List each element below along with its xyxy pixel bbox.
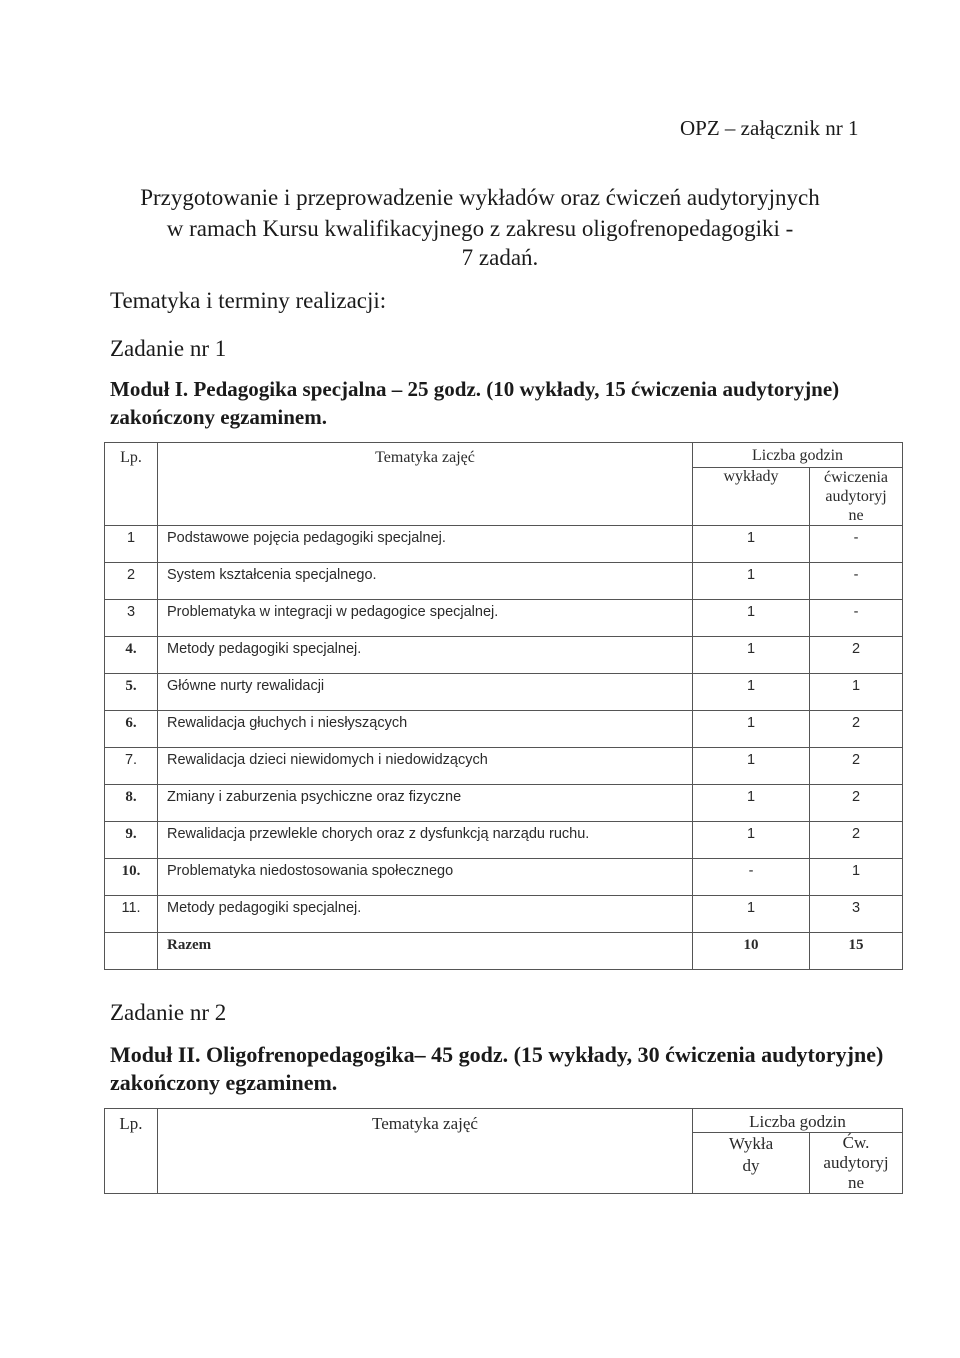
row-topic: Problematyka w integracji w pedagogice specjalnej. (158, 600, 693, 637)
table-row (105, 822, 903, 859)
table-row (105, 674, 903, 711)
table-row (105, 748, 903, 785)
row-lp: 7. (105, 748, 158, 785)
row-lp: 5. (105, 674, 158, 711)
row-lectures: 1 (693, 526, 810, 563)
module-2-schedule-table (104, 1108, 903, 1194)
total-label: Razem (158, 933, 693, 970)
task-1-label: Zadanie nr 1 (110, 336, 227, 361)
module-1-description (110, 374, 839, 404)
row-lectures: 1 (693, 785, 810, 822)
row-exercises: 2 (810, 822, 903, 859)
row-exercises: 1 (810, 674, 903, 711)
row-lectures: 1 (693, 637, 810, 674)
row-topic: Problematyka niedostosowania społecznego (158, 859, 693, 896)
col-exercises-header (810, 468, 903, 526)
module-2-description (110, 1040, 883, 1070)
row-topic: Metody pedagogiki specjalnej. (158, 637, 693, 674)
module-2-exam-text: zakończony egzaminem. (110, 1070, 338, 1095)
col-exercises-line-1: Ćw. (842, 1133, 870, 1152)
col-hours-header: Liczba godzin (693, 443, 903, 468)
document-title-line-2: w ramach Kursu kwalifikacyjnego z zakresu oligofrenopedagogiki - (166, 216, 794, 241)
row-lp: 9. (105, 822, 158, 859)
row-lp: 1 (105, 526, 158, 563)
row-lectures: 1 (693, 711, 810, 748)
row-lectures: 1 (693, 822, 810, 859)
row-lectures: 1 (693, 563, 810, 600)
col-lp-header: Lp. (105, 443, 158, 526)
col-topic-header: Tematyka zajęć (158, 443, 693, 526)
module-1-exam-text: zakończony egzaminem. (110, 405, 327, 429)
row-lectures: 1 (693, 674, 810, 711)
table-row (105, 896, 903, 933)
col-exercises-line-2: audytoryj (825, 488, 887, 505)
table-row (105, 711, 903, 748)
task-2-label: Zadanie nr 2 (110, 1000, 227, 1025)
table-row (105, 785, 903, 822)
col-lectures-header (693, 1133, 810, 1194)
module-2-details: Oligofrenopedagogika– 45 godz. (15 wykłady, 30 ćwiczenia audytoryjne) (205, 1042, 884, 1067)
table-header-row (105, 1109, 903, 1133)
row-lp: 3 (105, 600, 158, 637)
row-topic: Zmiany i zaburzenia psychiczne oraz fizyczne (158, 785, 693, 822)
row-lp: 2 (105, 563, 158, 600)
row-topic: Rewalidacja głuchych i niesłyszących (158, 711, 693, 748)
attachment-label: OPZ – załącznik nr 1 (680, 116, 859, 140)
row-lectures: 1 (693, 748, 810, 785)
row-lectures: 1 (693, 600, 810, 637)
row-lp: 6. (105, 711, 158, 748)
table-row (105, 600, 903, 637)
col-lectures-line-2: dy (742, 1156, 760, 1175)
table-row (105, 563, 903, 600)
row-topic: Metody pedagogiki specjalnej. (158, 896, 693, 933)
row-lp: 8. (105, 785, 158, 822)
module-2-name: Moduł II. (110, 1042, 201, 1067)
table-row (105, 637, 903, 674)
module-1-exam-note (110, 402, 327, 432)
col-exercises-line-2: audytoryj (823, 1153, 889, 1172)
row-topic: Główne nurty rewalidacji (158, 674, 693, 711)
col-topic-header: Tematyka zajęć (158, 1109, 693, 1194)
document-title-line-1: Przygotowanie i przeprowadzenie wykładów oraz ćwiczeń audytoryjnych (140, 185, 820, 210)
row-exercises: 3 (810, 896, 903, 933)
row-lectures: 1 (693, 896, 810, 933)
row-topic: Podstawowe pojęcia pedagogiki specjalnej. (158, 526, 693, 563)
row-exercises: 2 (810, 637, 903, 674)
col-lectures-header: wykłady (693, 468, 810, 526)
row-topic: Rewalidacja dzieci niewidomych i niedowidzących (158, 748, 693, 785)
table-row (105, 859, 903, 896)
module-2-exam-note (110, 1068, 337, 1098)
row-lp: 4. (105, 637, 158, 674)
table-header-row (105, 443, 903, 468)
total-lectures: 10 (693, 933, 810, 970)
table-total-row (105, 933, 903, 970)
module-1-details: Pedagogika specjalna – 25 godz. (10 wykłady, 15 ćwiczenia audytoryjne) (193, 377, 840, 401)
row-lp: 11. (105, 896, 158, 933)
col-hours-header: Liczba godzin (693, 1109, 903, 1133)
row-exercises: 2 (810, 748, 903, 785)
col-exercises-line-3: ne (847, 1173, 865, 1192)
row-topic: Rewalidacja przewlekle chorych oraz z dysfunkcją narządu ruchu. (158, 822, 693, 859)
col-exercises-header (810, 1133, 903, 1194)
col-exercises-line-1: ćwiczenia (824, 469, 888, 486)
document-title-line-3: 7 zadań. (461, 245, 539, 270)
col-lectures-line-1: Wykła (728, 1134, 774, 1153)
row-exercises: 2 (810, 711, 903, 748)
row-topic: System kształcenia specjalnego. (158, 563, 693, 600)
total-lp-empty (105, 933, 158, 970)
row-lp: 10. (105, 859, 158, 896)
row-exercises: 1 (810, 859, 903, 896)
module-1-name: Moduł I. (110, 377, 189, 401)
col-lp-header: Lp. (105, 1109, 158, 1194)
row-exercises: - (810, 600, 903, 637)
total-exercises: 15 (810, 933, 903, 970)
row-lectures: - (693, 859, 810, 896)
col-exercises-line-3: ne (848, 507, 864, 524)
table-row (105, 526, 903, 563)
row-exercises: - (810, 526, 903, 563)
row-exercises: - (810, 563, 903, 600)
section-heading: Tematyka i terminy realizacji: (110, 288, 387, 313)
module-1-schedule-table (104, 442, 903, 970)
row-exercises: 2 (810, 785, 903, 822)
